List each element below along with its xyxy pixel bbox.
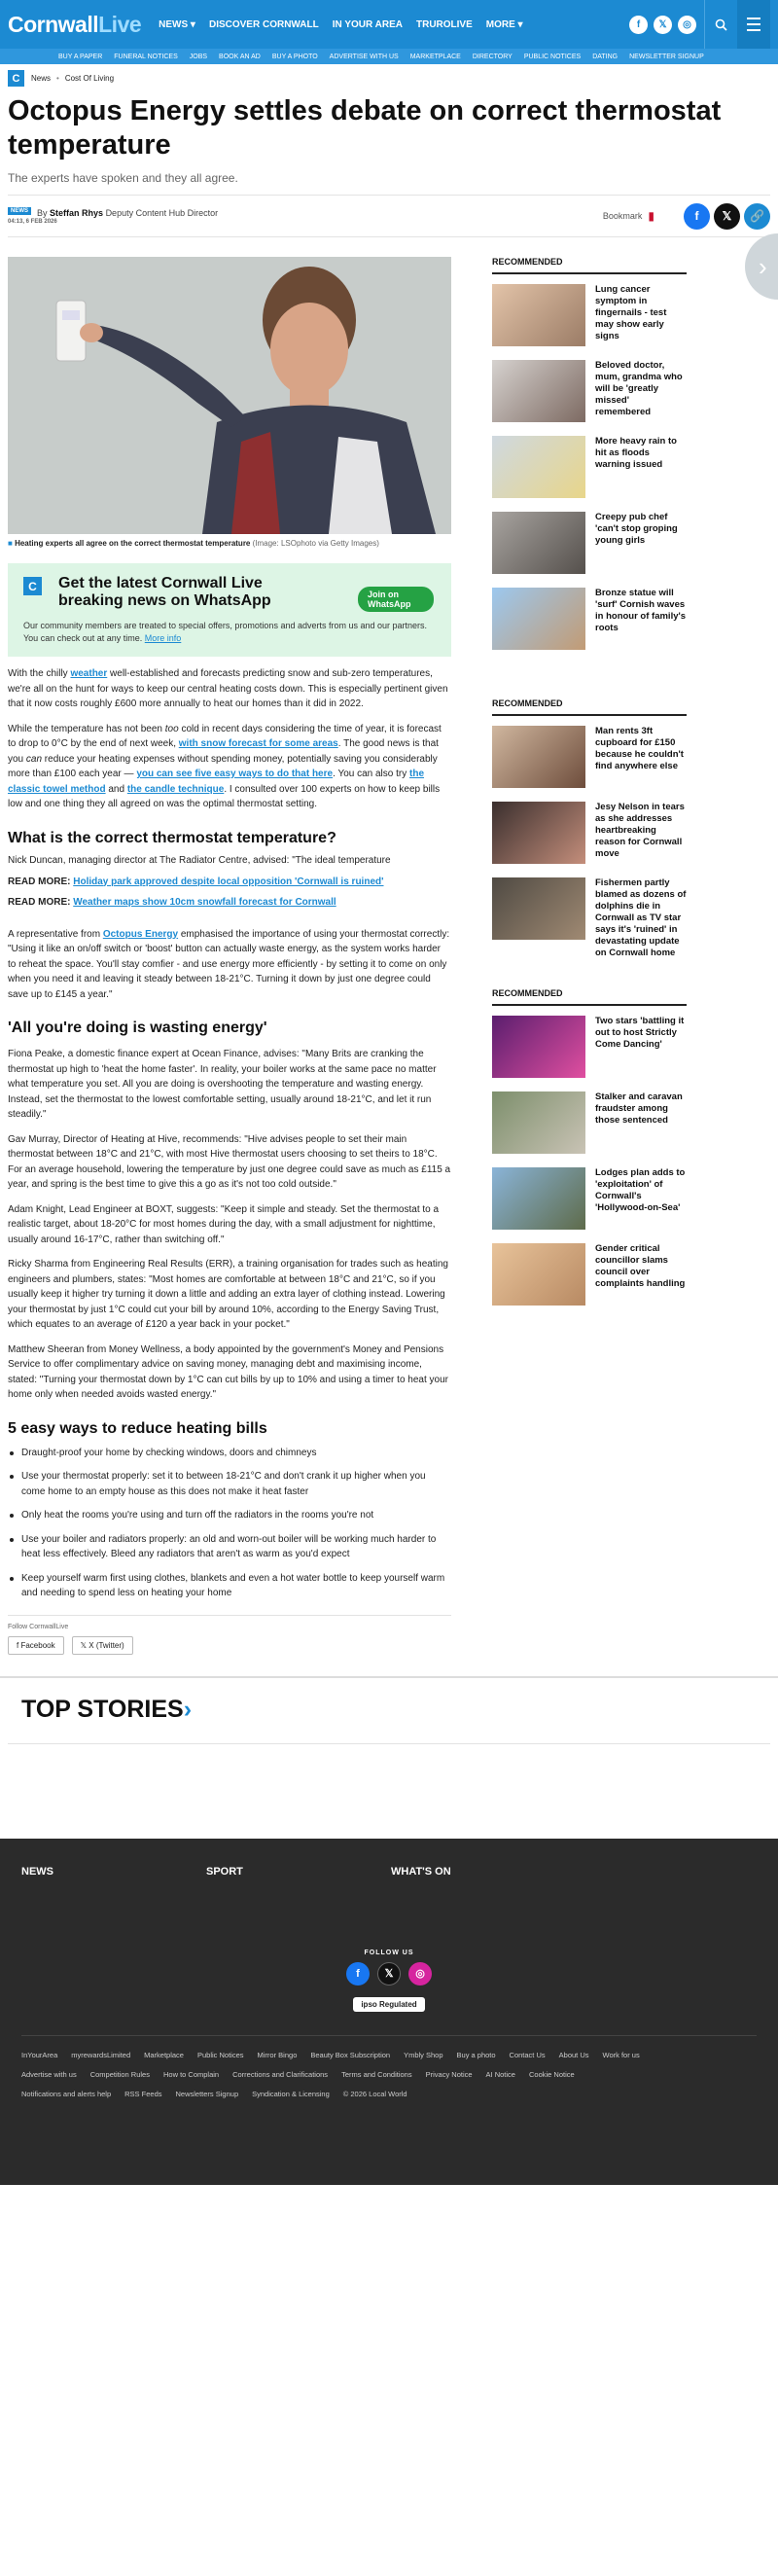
follow-facebook-button[interactable]: f Facebook [8, 1636, 64, 1655]
news-badge: NEWS [8, 207, 31, 215]
camera-icon: ■ [8, 539, 13, 548]
rail-card[interactable]: Lung cancer symptom in fingernails - test may show early signs [492, 284, 687, 346]
copyright: © 2026 Local World [342, 2089, 407, 2098]
subnav-newsletter[interactable]: NEWSLETTER SIGNUP [629, 53, 704, 60]
nav-more[interactable]: MORE ▾ [485, 18, 523, 30]
paragraph: Gav Murray, Director of Heating at Hive, recommends: "Hive advises people to set their main thermostat between 18°C and 21°C, with most Hive thermostat users choosing to set theirs to 18°C. For an average household, lowering the temperature by just one degree could save as much as £115 a year, and spring is the best time to give this a go as it's not too cold outside." [8, 1133, 451, 1190]
article-title: Octopus Energy settles debate on correct thermostat temperature [8, 95, 722, 161]
rail-card[interactable]: Two stars 'battling it out to host Strictly Come Dancing' [492, 1016, 687, 1078]
follow-us-label: FOLLOW US [364, 1949, 414, 1956]
footer-link[interactable]: Public Notices [196, 2050, 244, 2059]
subnav-funeral-notices[interactable]: FUNERAL NOTICES [114, 53, 178, 60]
logo-live: Live [98, 11, 142, 37]
hero-image [8, 257, 451, 534]
footer-link[interactable]: Competition Rules [89, 2069, 150, 2079]
subnav-directory[interactable]: DIRECTORY [472, 53, 513, 60]
secondary-nav [0, 49, 778, 64]
site-footer [0, 1839, 778, 2185]
share-x-icon[interactable]: 𝕏 [714, 203, 740, 230]
author-role: Deputy Content Hub Director [105, 208, 219, 218]
x-twitter-icon[interactable]: 𝕏 [377, 1962, 401, 1986]
facebook-icon[interactable]: f [629, 16, 648, 34]
rail-card[interactable]: Creepy pub chef 'can't stop groping young girls [492, 512, 687, 574]
share-facebook-icon[interactable]: f [684, 203, 710, 230]
read-more: READ MORE: Weather maps show 10cm snowfall forecast for Cornwall [8, 896, 336, 908]
publish-date: 04:13, 6 FEB 2026 [8, 219, 57, 225]
next-article-arrow-icon[interactable]: › [745, 233, 778, 300]
footer-link[interactable]: Ymbly Shop [404, 2050, 443, 2059]
footer-link[interactable]: myrewardsLimited [71, 2050, 131, 2059]
main-nav [159, 19, 536, 30]
footer-link[interactable]: Terms and Conditions [341, 2069, 412, 2079]
rail-thumbnail [492, 284, 585, 346]
rail-card[interactable]: Beloved doctor, mum, grandma who will be 'greatly missed' remembered [492, 360, 687, 422]
instagram-icon[interactable]: ◎ [408, 1962, 432, 1986]
image-caption: ■ Heating experts all agree on the correct thermostat temperature (Image: LSOphoto via Getty Images) [8, 539, 379, 548]
breadcrumb-news[interactable]: News [31, 74, 52, 83]
truncated-paragraph: Nick Duncan, managing director at The Radiator Centre, advised: "The ideal temperature [8, 854, 391, 866]
top-nav-bar [0, 0, 778, 49]
nav-news[interactable]: NEWS ▾ [159, 18, 195, 30]
rail-card[interactable]: Lodges plan adds to 'exploitation' of Cornwall's 'Hollywood-on-Sea' [492, 1167, 687, 1230]
search-icon [715, 18, 727, 31]
rail-card[interactable]: More heavy rain to hit as floods warning issued [492, 436, 687, 498]
footer-whats-on[interactable]: WHAT'S ON [391, 1865, 451, 1878]
rail-thumbnail [492, 877, 585, 940]
chevron-right-icon: › [183, 1695, 193, 1723]
article-standfirst: The experts have spoken and they all agree. [8, 171, 238, 185]
x-twitter-icon[interactable]: 𝕏 [654, 16, 672, 34]
weather-link[interactable]: weather [70, 668, 108, 679]
hero-illustration [8, 257, 451, 534]
paragraph: With the chilly weather well-established and forecasts predicting snow and sub-zero temperatures, we're all on the hunt for ways to keep our central heating costs down. This is especially pertinent given that it now costs roughly £600 more annually to heat our homes than it did in 2022. [8, 668, 448, 709]
nav-discover-cornwall[interactable]: DISCOVER CORNWALL [208, 18, 319, 30]
share-link-icon[interactable]: 🔗 [744, 203, 770, 230]
whatsapp-signup-box: C Get the latest Cornwall Live breaking news on WhatsApp Join on WhatsApp Our community members are treated to special offers, promotions and adverts from us and our partners. You can check out at any time. More info [8, 563, 451, 657]
list-item: Use your thermostat properly: set it to between 18-21°C and don't crank it up higher when you come home to an empty house as this does not make it heat faster [8, 1469, 451, 1499]
top-stories-heading[interactable]: TOP STORIES› [0, 1676, 778, 1743]
nav-trurolive[interactable]: TRUROLIVE [415, 18, 473, 30]
ipso-badge[interactable]: ipso Regulated [353, 1997, 424, 2012]
logo-main: Cornwall [8, 11, 99, 37]
list-item: Keep yourself warm first using clothes, blankets and even a hot water bottle to keep yourself warm and needing to spend less on heating your home [8, 1571, 451, 1601]
menu-button[interactable] [737, 0, 770, 49]
rail-thumbnail [492, 1016, 585, 1078]
octopus-energy-link[interactable]: Octopus Energy [102, 928, 179, 940]
footer-social [21, 1962, 757, 1986]
subnav-book-an-ad[interactable]: BOOK AN AD [219, 53, 261, 60]
search-button[interactable] [704, 0, 737, 49]
read-more-link-2[interactable]: Weather maps show 10cm snowfall forecast for Cornwall [73, 896, 336, 908]
footer-link[interactable]: About Us [558, 2050, 589, 2059]
rail-thumbnail [492, 436, 585, 498]
five-ways-link[interactable]: you can see five easy ways to do that here [136, 769, 334, 779]
author-link[interactable]: Steffan Rhys [50, 208, 104, 218]
byline-bar: NEWS By Steffan Rhys Deputy Content Hub Director 04:13, 6 FEB 2026 Bookmark ▮ f 𝕏 🔗 [8, 195, 770, 237]
footer-sections [21, 1866, 757, 1878]
paragraph: While the temperature has not been too cold in recent days considering the time of year, it is forecast to drop to 0°C by the end of next week, with snow forecast for some areas. The good news is that you can reduce your heating expenses without spending money, potentially saving you considerably more than £100 each year — you can see five easy ways to do that here. You can also try the classic towel method and the candle technique. I consulted over 100 experts on how to keep bills low and one thing they all agreed on was the optimal thermostat setting. [8, 723, 442, 809]
whatsapp-title: Get the latest Cornwall Live breaking news on WhatsApp [58, 575, 271, 609]
section-heading: 'All you're doing is wasting energy' [8, 1020, 267, 1036]
rail-thumbnail [492, 512, 585, 574]
subnav-buy-a-paper[interactable]: BUY A PAPER [58, 53, 103, 60]
footer-link[interactable]: Cookie Notice [528, 2069, 575, 2079]
snow-forecast-link[interactable]: with snow forecast for some areas [178, 738, 338, 749]
footer-link[interactable]: How to Complain [162, 2069, 220, 2079]
bookmark-button[interactable]: Bookmark [602, 211, 643, 221]
footer-link[interactable]: Mirror Bingo [257, 2050, 298, 2059]
paragraph: Fiona Peake, a domestic finance expert at Ocean Finance, advises: "Many Brits are cranking the thermostat up high to 'heat the home faster'. In reality, your boiler works at the same pace no matter what temperature you set. All you are doing is overshooting the temperature and wasting energy. Instead, set the thermostat to the lowest comfortable setting, usually around 18-21°C, and let it run steadily." [8, 1049, 437, 1120]
subnav-public-notices[interactable]: PUBLIC NOTICES [523, 53, 582, 60]
rail-thumbnail [492, 360, 585, 422]
facebook-icon[interactable]: f [346, 1962, 370, 1986]
article-body [8, 237, 451, 1655]
subnav-buy-a-photo[interactable]: BUY A PHOTO [271, 53, 318, 60]
paragraph: Ricky Sharma from Engineering Real Results (ERR), a training organisation for trades such as heating engineers and plumbers, states: "Most homes are comfortable at between 18°C and 21°C, so if you usually keep it higher try turning it down a little and adding an extra layer of clothing instead. Lowering your thermostat by just 1°C could cut your bill by around 10%, according to the Energy Saving Trust, which equates to an average of £120 a year back in your pocket." [8, 1259, 448, 1330]
breadcrumb-cost-of-living[interactable]: Cost Of Living [64, 74, 115, 83]
candle-technique-link[interactable]: the candle technique [126, 783, 225, 795]
image-credit: (Image: LSOphoto via Getty Images) [252, 539, 379, 548]
footer-link[interactable]: RSS Feeds [124, 2089, 162, 2098]
rail-thumbnail [492, 1243, 585, 1306]
bookmark-icon[interactable]: ▮ [648, 209, 654, 223]
footer-link[interactable]: Beauty Box Subscription [310, 2050, 391, 2059]
site-logo[interactable] [8, 12, 141, 38]
join-whatsapp-button[interactable]: Join on WhatsApp [358, 587, 434, 612]
rail-thumbnail [492, 1167, 585, 1230]
rail-heading: RECOMMENDED [492, 698, 687, 716]
footer-link[interactable]: Marketplace [144, 2050, 184, 2059]
footer-link[interactable]: Newsletters Signup [175, 2089, 239, 2098]
footer-sport[interactable]: SPORT [206, 1865, 243, 1878]
nav-in-your-area[interactable]: IN YOUR AREA [332, 18, 403, 30]
rail-thumbnail [492, 1091, 585, 1154]
paragraph: A representative from Octopus Energy emphasised the importance of using your thermostat correctly: "Using it like an on/off switch or 'boost' button can actually waste energy, as the system works harder to reheat the space. You'll stay comfier - and use energy more efficiently - by setting it to come on only when you need it and leaving it steady between 18-21°C. Turning it down by just one degree could save up to £145 a year." [8, 928, 450, 1000]
footer-link[interactable]: Buy a photo [456, 2050, 496, 2059]
footer-link[interactable]: Notifications and alerts help [21, 2089, 112, 2098]
list-item: Draught-proof your home by checking windows, doors and chimneys [8, 1446, 451, 1461]
section-heading: What is the correct thermostat temperature? [8, 829, 336, 846]
rail-card[interactable]: Fishermen partly blamed as dozens of dolphins die in Cornwall as TV star says it's 'ruined' in devastating update on Cornwall home [492, 877, 687, 959]
footer-links [21, 2035, 757, 2104]
towel-method-link[interactable]: the classic towel method [8, 769, 425, 795]
rail-card[interactable]: Jesy Nelson in tears as she addresses heartbreaking reason for Cornwall move [492, 802, 687, 864]
article-text [8, 666, 451, 1655]
list-item: Only heat the rooms you're using and turn off the radiators in the rooms you're not [8, 1508, 451, 1523]
follow-section: Follow CornwallLive f Facebook 𝕏 X (Twitter) [8, 1615, 451, 1655]
rail-thumbnail [492, 588, 585, 650]
breadcrumb-logo: C [8, 70, 24, 87]
footer-link[interactable]: Advertise with us [21, 2069, 77, 2079]
read-more: READ MORE: Holiday park approved despite local opposition 'Cornwall is ruined' [8, 876, 384, 887]
rail-card[interactable]: Stalker and caravan fraudster among those sentenced [492, 1091, 687, 1154]
read-more-link-1[interactable]: Holiday park approved despite local opposition 'Cornwall is ruined' [73, 876, 384, 887]
subnav-advertise[interactable]: ADVERTISE WITH US [329, 53, 399, 60]
footer-link[interactable]: Privacy Notice [425, 2069, 473, 2079]
footer-link[interactable]: Work for us [602, 2050, 640, 2059]
instagram-icon[interactable]: ◎ [678, 16, 696, 34]
rail-card[interactable]: Bronze statue will 'surf' Cornish waves in honour of family's roots [492, 588, 687, 650]
section-heading: 5 easy ways to reduce heating bills [8, 1419, 267, 1437]
tips-list [8, 1446, 451, 1601]
subnav-jobs[interactable]: JOBS [189, 53, 208, 60]
footer-link[interactable]: Corrections and Clarifications [232, 2069, 329, 2079]
rail-thumbnail [492, 726, 585, 788]
footer-link[interactable]: InYourArea [21, 2050, 58, 2059]
cornwall-live-badge-icon: C [23, 577, 42, 595]
footer-link[interactable]: AI Notice [485, 2069, 515, 2079]
breadcrumb: C News • Cost Of Living [0, 64, 778, 92]
content-layout [0, 237, 778, 1655]
rail-thumbnail [492, 802, 585, 864]
recommended-rail [492, 237, 687, 1655]
subnav-dating[interactable]: DATING [592, 53, 619, 60]
paragraph: Matthew Sheeran from Money Wellness, a body appointed by the government's Money and Pensions Service to offer complimentary advice on saving money, managing debt and maximising income, stated: "Turning your thermostat down by 1°C can cut bills by up to 10% and using a timer to heat your home only when needed avoids wasted energy." [8, 1343, 448, 1400]
header-social [623, 0, 770, 49]
rail-card[interactable]: Gender critical councillor slams council over complaints handling [492, 1243, 687, 1306]
rail-card[interactable]: Man rents 3ft cupboard for £150 because he couldn't find anywhere else [492, 726, 687, 788]
footer-link[interactable]: Contact Us [509, 2050, 546, 2059]
rail-heading: RECOMMENDED [492, 257, 687, 274]
subnav-marketplace[interactable]: MARKETPLACE [409, 53, 461, 60]
footer-link[interactable]: Syndication & Licensing [252, 2089, 330, 2098]
rail-heading: RECOMMENDED [492, 988, 687, 1006]
footer-news[interactable]: NEWS [21, 1865, 53, 1878]
follow-x-button[interactable]: 𝕏 X (Twitter) [72, 1636, 133, 1655]
more-info-link[interactable]: More info [144, 633, 182, 643]
list-item: Use your boiler and radiators properly: an old and worn-out boiler will be working much harder to heat less effectively. Bleed any radiators that aren't as warm as you'd expect [8, 1532, 451, 1562]
paragraph: Adam Knight, Lead Engineer at BOXT, suggests: "Keep it simple and steady. Set the thermostat to a realistic target, about 18-20°C for most homes during the day, with a small adjustment for nighttime, usually around 16-17°C, rather than switching off." [8, 1203, 440, 1245]
